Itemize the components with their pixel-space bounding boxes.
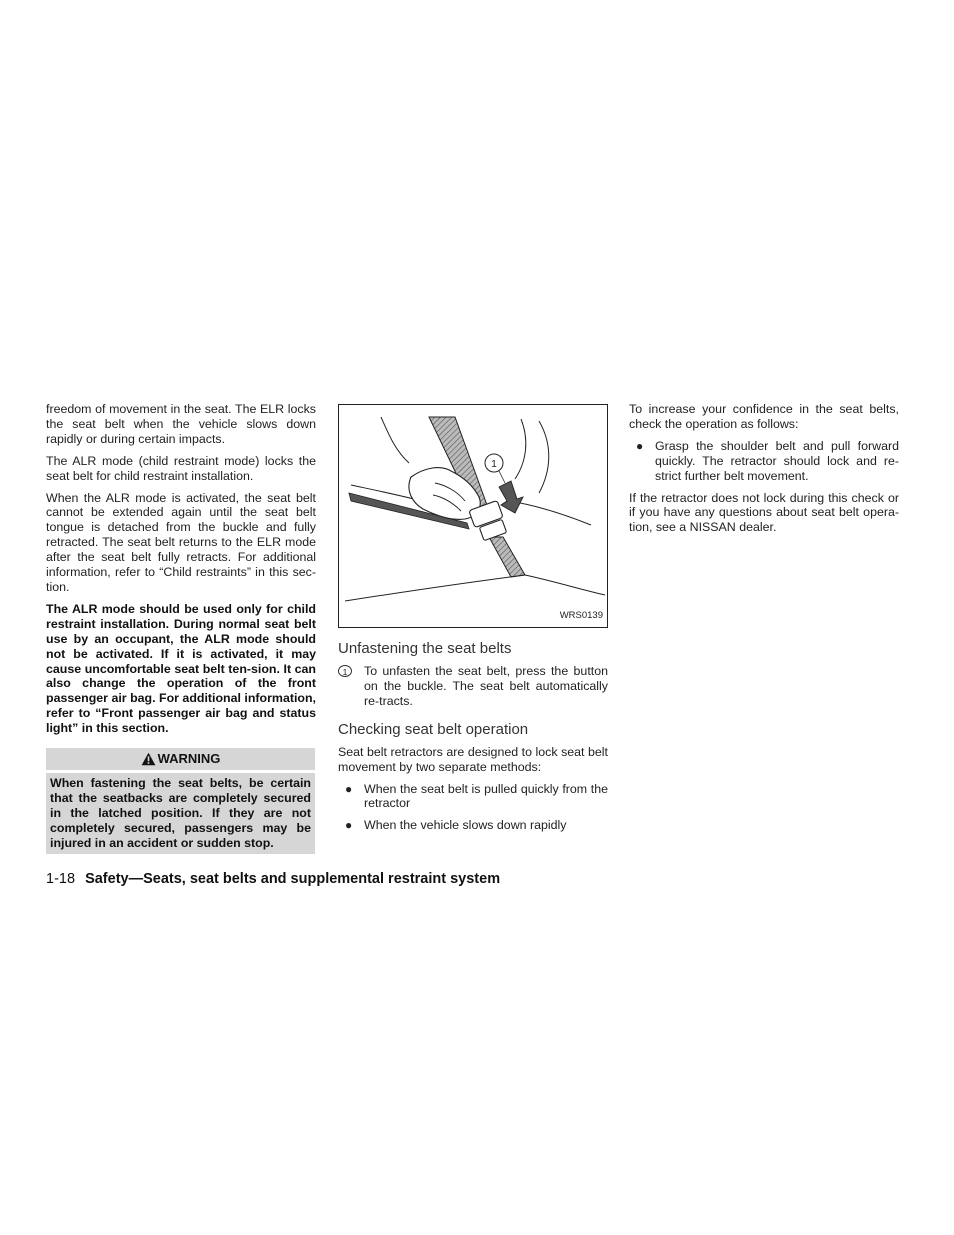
figure-code: WRS0139 — [559, 610, 603, 622]
unfasten-step — [338, 664, 608, 709]
page-footer — [46, 871, 500, 888]
buckle-drawing — [339, 405, 607, 627]
checking-heading: Checking seat belt operation — [338, 720, 529, 738]
page-number: 1-18 — [46, 871, 76, 887]
bullet-icon: ● — [345, 781, 353, 796]
figure-callout-1: 1 — [491, 459, 497, 470]
bullet-icon: ● — [636, 438, 644, 453]
left-column — [46, 402, 316, 854]
list-item: ● When the seat belt is pulled quickly from the retractor — [338, 782, 608, 812]
warning-header — [46, 748, 315, 770]
paragraph-alr-activated: When the ALR mode is activated, the seat belt cannot be extended again until the seat belt tongue is detached from the buckle and fully retracted. The seat belt returns to the ELR mode after the seat belt fully retracts. For additional information, refer to “Child restraints” in this sec-tion. — [46, 490, 316, 594]
paragraph-alr-intro: The ALR mode (child restraint mode) locks the seat belt for child restraint installation. — [46, 453, 316, 483]
dealer-paragraph: If the retractor does not lock during this check or if you have any questions about seat belt opera-tion, see a NISSAN dealer. — [629, 490, 899, 535]
unfasten-step-text: To unfasten the seat belt, press the button on the buckle. The seat belt automatically re-tracts. — [364, 664, 608, 708]
warning-box — [46, 748, 315, 854]
list-item: ● Grasp the shoulder belt and pull forward quickly. The retractor should lock and re-strict further belt movement. — [629, 439, 899, 484]
warning-text: When fastening the seat belts, be certain that the seatbacks are completely secured in the latched position. If they are not completely secured, passengers may be injured in an accident or sudden stop. — [46, 773, 315, 854]
bullet-icon: ● — [345, 818, 353, 833]
seat-belt-buckle-illustration — [338, 404, 608, 628]
confidence-paragraph: To increase your confidence in the seat belts, check the operation as follows: — [629, 402, 899, 431]
warning-triangle-icon — [141, 752, 156, 766]
checking-bullet-list — [338, 782, 608, 834]
paragraph-elr: freedom of movement in the seat. The ELR locks the seat belt when the vehicle slows down rapidly or during certain impacts. — [46, 402, 316, 446]
right-column — [629, 402, 899, 542]
check-bullet-list — [629, 439, 899, 484]
checking-intro: Seat belt retractors are designed to lock seat belt movement by two separate methods: — [338, 744, 608, 774]
middle-column — [338, 404, 608, 840]
warning-title: WARNING — [157, 750, 221, 766]
step-number-1: 1 — [338, 665, 352, 677]
section-title: Safety—Seats, seat belts and supplemental restraint system — [85, 871, 501, 887]
list-item: ● When the vehicle slows down rapidly — [338, 818, 608, 833]
paragraph-alr-caution: The ALR mode should be used only for child restraint installation. During normal seat belt use by an occupant, the ALR mode should not be activated. If it is activated, it may cause uncomfortable seat belt ten-sion. It can also change the operation of the front passenger air bag. For additional information, refer to “Front passenger air bag and status light” in this section. — [46, 601, 316, 736]
unfastening-heading: Unfastening the seat belts — [338, 640, 512, 657]
